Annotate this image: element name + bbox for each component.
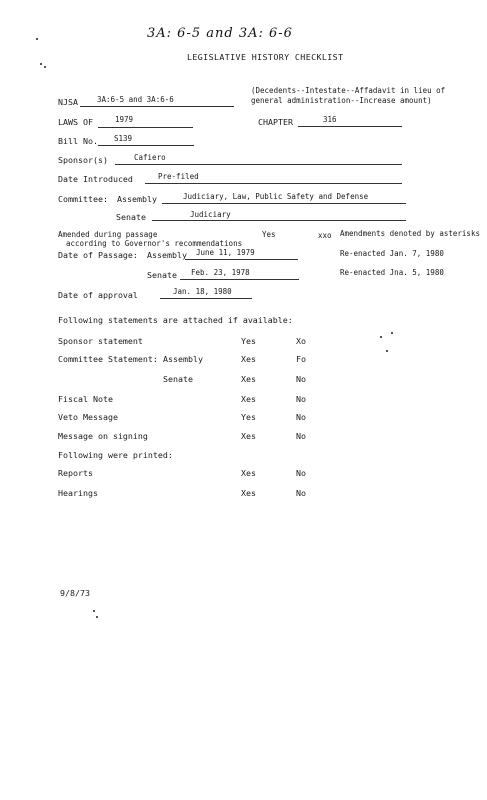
bill-no-underline bbox=[98, 145, 194, 146]
committee-senate-value: Judiciary bbox=[190, 210, 231, 219]
date-introduced-label: Date Introduced bbox=[58, 174, 133, 184]
laws-of-label: LAWS OF bbox=[58, 117, 93, 127]
laws-of-underline bbox=[98, 127, 193, 128]
amendments-note: Amendments denoted by asterisks bbox=[340, 229, 480, 238]
sponsors-label: Sponsor(s) bbox=[58, 155, 108, 165]
chapter-value: 316 bbox=[323, 115, 337, 124]
passage-senate-value: Feb. 23, 1978 bbox=[191, 268, 250, 277]
njsa-value: 3A:6-5 and 3A:6-6 bbox=[97, 95, 174, 104]
date-introduced-underline bbox=[145, 183, 402, 184]
scan-speck bbox=[386, 350, 388, 352]
statement-label: Sponsor statement bbox=[58, 336, 143, 346]
statement-no: No bbox=[296, 374, 306, 384]
printed-yes: Xes bbox=[241, 488, 256, 498]
date-of-approval-label: Date of approval bbox=[58, 290, 138, 300]
amended-no-mark: xxo bbox=[318, 231, 332, 240]
statement-yes: Yes bbox=[241, 336, 256, 346]
amended-yes: Yes bbox=[262, 230, 276, 239]
committee-senate-underline bbox=[152, 220, 406, 221]
scan-speck bbox=[93, 610, 95, 612]
statement-label: Veto Message bbox=[58, 412, 118, 422]
scan-speck bbox=[40, 63, 42, 65]
sponsors-underline bbox=[115, 164, 402, 165]
njsa-description-line-1: (Decedents--Intestate--Affadavit in lieu of bbox=[251, 86, 446, 95]
date-of-approval-underline bbox=[160, 298, 252, 299]
sponsors-value: Cafiero bbox=[134, 153, 166, 162]
statement-label: Message on signing bbox=[58, 431, 148, 441]
statement-no: No bbox=[296, 431, 306, 441]
laws-of-value: 1979 bbox=[115, 115, 134, 124]
date-of-approval-value: Jan. 18, 1980 bbox=[173, 287, 232, 296]
committee-assembly-underline bbox=[162, 203, 406, 204]
chapter-label: CHAPTER bbox=[258, 117, 293, 127]
date-of-passage-label: Date of Passage: bbox=[58, 250, 138, 260]
bill-no-value: S139 bbox=[114, 134, 133, 143]
reenacted-note-1: Re-enacted Jan. 7, 1980 bbox=[340, 249, 444, 258]
scan-speck bbox=[36, 38, 38, 40]
committee-label: Committee: bbox=[58, 194, 108, 204]
passage-assembly-label: Assembly bbox=[147, 250, 187, 260]
statement-label: Committee Statement: bbox=[58, 354, 158, 364]
committee-assembly-value: Judiciary, Law, Public Safety and Defense bbox=[183, 192, 369, 201]
scan-speck bbox=[380, 336, 382, 338]
statement-no: Xo bbox=[296, 336, 306, 346]
date-introduced-value: Pre-filed bbox=[158, 172, 199, 181]
reenacted-note-2: Re-enacted Jna. 5, 1980 bbox=[340, 268, 444, 277]
statement-sublabel: Senate bbox=[163, 374, 193, 384]
passage-assembly-underline bbox=[185, 259, 298, 260]
amended-sublabel: according to Governor's recommendations bbox=[66, 239, 243, 248]
attached-statements-heading: Following statements are attached if available: bbox=[58, 315, 293, 325]
passage-senate-underline bbox=[180, 279, 299, 280]
njsa-label: NJSA bbox=[58, 97, 78, 107]
passage-senate-label: Senate bbox=[147, 270, 177, 280]
statement-yes: Xes bbox=[241, 394, 256, 404]
printed-heading: Following were printed: bbox=[58, 450, 173, 460]
scan-speck bbox=[96, 616, 98, 618]
committee-assembly-label: Assembly bbox=[117, 194, 157, 204]
statement-sublabel: Assembly bbox=[163, 354, 203, 364]
statement-no: No bbox=[296, 412, 306, 422]
scan-speck bbox=[44, 66, 46, 68]
njsa-description-line-2: general administration--Increase amount) bbox=[251, 96, 432, 105]
page-title: LEGISLATIVE HISTORY CHECKLIST bbox=[187, 52, 344, 62]
statement-yes: Xes bbox=[241, 374, 256, 384]
handwritten-title: 3A: 6-5 and 3A: 6-6 bbox=[147, 26, 293, 41]
chapter-underline bbox=[298, 126, 402, 127]
committee-senate-label: Senate bbox=[116, 212, 146, 222]
printed-label: Reports bbox=[58, 468, 93, 478]
statement-label: Fiscal Note bbox=[58, 394, 113, 404]
statement-no: Fo bbox=[296, 354, 306, 364]
statement-yes: Xes bbox=[241, 354, 256, 364]
printed-no: No bbox=[296, 488, 306, 498]
passage-assembly-value: June 11, 1979 bbox=[196, 248, 255, 257]
printed-no: No bbox=[296, 468, 306, 478]
amended-label: Amended during passage bbox=[58, 230, 158, 239]
printed-label: Hearings bbox=[58, 488, 98, 498]
statement-yes: Xes bbox=[241, 431, 256, 441]
statement-no: No bbox=[296, 394, 306, 404]
footer-code: 9/8/73 bbox=[60, 588, 90, 598]
statement-yes: Yes bbox=[241, 412, 256, 422]
printed-yes: Xes bbox=[241, 468, 256, 478]
scan-speck bbox=[391, 332, 393, 334]
njsa-underline bbox=[80, 106, 234, 107]
bill-no-label: Bill No. bbox=[58, 136, 98, 146]
